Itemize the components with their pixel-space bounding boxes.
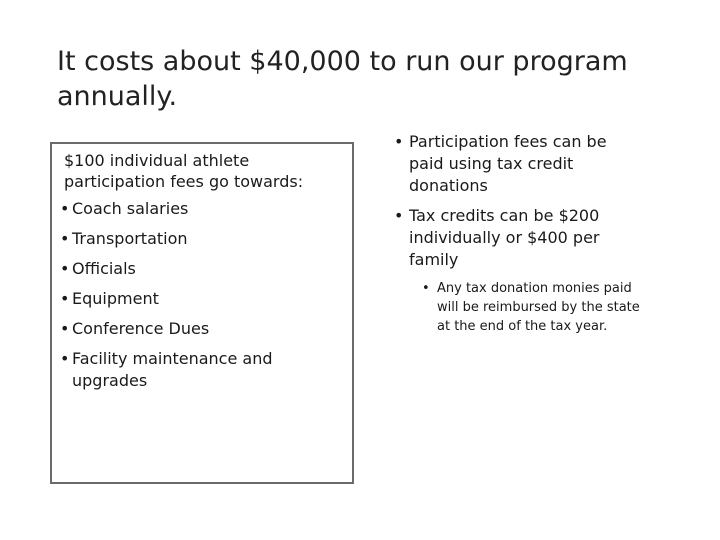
bullet-icon: •	[60, 349, 70, 368]
fees-list	[60, 198, 344, 392]
list-item-text: Officials	[72, 259, 136, 278]
list-item	[60, 348, 344, 392]
slide-title: It costs about $40,000 to run our program annually.	[57, 46, 628, 112]
sub-list	[422, 279, 644, 336]
fees-intro: $100 individual athlete participation fees go towards:	[64, 151, 304, 191]
list-item-text: Participation fees can be paid using tax credit donations	[409, 132, 607, 195]
bullet-icon: •	[394, 206, 404, 225]
list-item-text: Conference Dues	[72, 319, 210, 338]
list-item-text: Equipment	[72, 289, 159, 308]
bullet-icon: •	[422, 281, 430, 296]
fees-box	[50, 142, 354, 484]
bullet-icon: •	[60, 319, 70, 338]
list-item-text: Facility maintenance and upgrades	[72, 349, 273, 390]
list-item	[394, 205, 644, 336]
list-item-text: Tax credits can be $200 individually or $400 per family	[409, 206, 600, 269]
bullet-icon: •	[394, 132, 404, 151]
sub-list-item-text: Any tax donation monies paid will be reimbursed by the state at the end of the tax year.	[437, 281, 640, 334]
list-item-text: Transportation	[72, 229, 188, 248]
list-item	[60, 198, 344, 220]
tax-credit-list	[394, 131, 644, 336]
list-item	[60, 318, 344, 340]
bullet-icon: •	[60, 229, 70, 248]
bullet-icon: •	[60, 289, 70, 308]
bullet-icon: •	[60, 259, 70, 278]
list-item	[394, 131, 644, 197]
sub-list-item	[422, 279, 644, 336]
list-item	[60, 228, 344, 250]
list-item	[60, 288, 344, 310]
tax-credit-column	[394, 131, 644, 344]
list-item-text: Coach salaries	[72, 199, 189, 218]
list-item	[60, 258, 344, 280]
bullet-icon: •	[60, 199, 70, 218]
